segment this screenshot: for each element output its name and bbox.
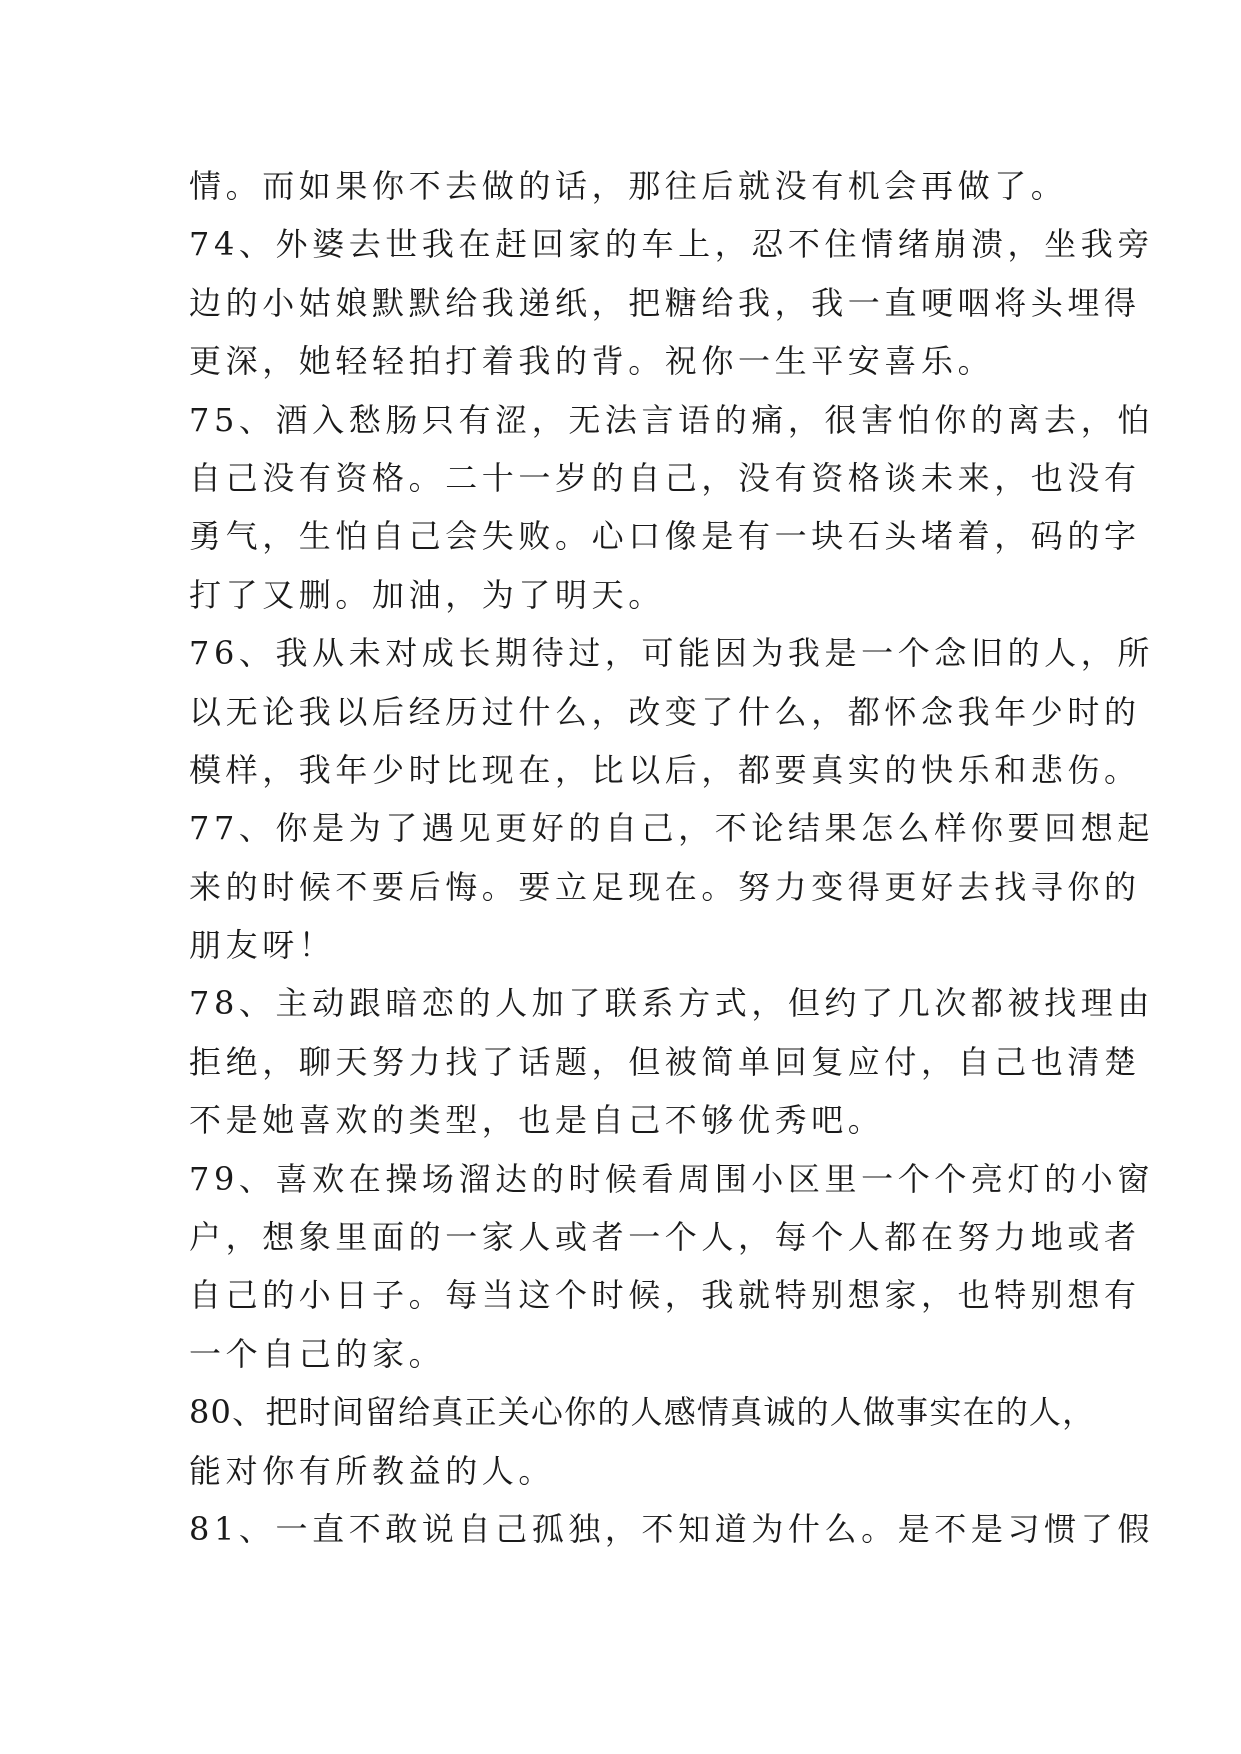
text-line: 一个自己的家。 — [189, 1334, 446, 1373]
body-text — [189, 157, 1154, 1558]
text-line: 户，想象里面的一家人或者一个人，每个人都在努力地或者 — [189, 1218, 1141, 1257]
text-line: 80、把时间留给真正关心你的人感情真诚的人做事实在的人， — [189, 1393, 1096, 1432]
text-line: 74、外婆去世我在赶回家的车上，忍不住情绪崩溃，坐我旁 — [189, 225, 1154, 264]
text-line: 能对你有所教益的人。 — [189, 1451, 556, 1490]
text-line: 不是她喜欢的类型，也是自己不够优秀吧。 — [189, 1101, 885, 1140]
text-line: 77、你是为了遇见更好的自己，不论结果怎么样你要回想起 — [189, 809, 1154, 848]
text-line: 更深，她轻轻拍打着我的背。祝你一生平安喜乐。 — [189, 342, 995, 381]
text-line: 拒绝，聊天努力找了话题，但被简单回复应付，自己也清楚 — [189, 1042, 1141, 1081]
text-line: 以无论我以后经历过什么，改变了什么，都怀念我年少时的 — [189, 692, 1141, 731]
text-line: 81、一直不敢说自己孤独，不知道为什么。是不是习惯了假 — [189, 1509, 1154, 1548]
text-line: 朋友呀！ — [189, 926, 336, 965]
text-line: 75、酒入愁肠只有涩，无法言语的痛，很害怕你的离去，怕 — [189, 400, 1154, 439]
text-line: 自己的小日子。每当这个时候，我就特别想家，也特别想有 — [189, 1276, 1141, 1315]
text-line: 勇气，生怕自己会失败。心口像是有一块石头堵着，码的字 — [189, 517, 1141, 556]
text-line: 78、主动跟暗恋的人加了联系方式，但约了几次都被找理由 — [189, 984, 1154, 1023]
text-line: 自己没有资格。二十一岁的自己，没有资格谈未来，也没有 — [189, 458, 1141, 497]
text-line: 79、喜欢在操场溜达的时候看周围小区里一个个亮灯的小窗 — [189, 1159, 1154, 1198]
text-line: 模样，我年少时比现在，比以后，都要真实的快乐和悲伤。 — [189, 750, 1141, 789]
text-line: 边的小姑娘默默给我递纸，把糖给我，我一直哽咽将头埋得 — [189, 283, 1141, 322]
text-line: 来的时候不要后悔。要立足现在。努力变得更好去找寻你的 — [189, 867, 1141, 906]
text-line: 打了又删。加油，为了明天。 — [189, 575, 665, 614]
text-line: 76、我从未对成长期待过，可能因为我是一个念旧的人，所 — [189, 634, 1154, 673]
text-line: 情。而如果你不去做的话，那往后就没有机会再做了。 — [189, 167, 1068, 205]
